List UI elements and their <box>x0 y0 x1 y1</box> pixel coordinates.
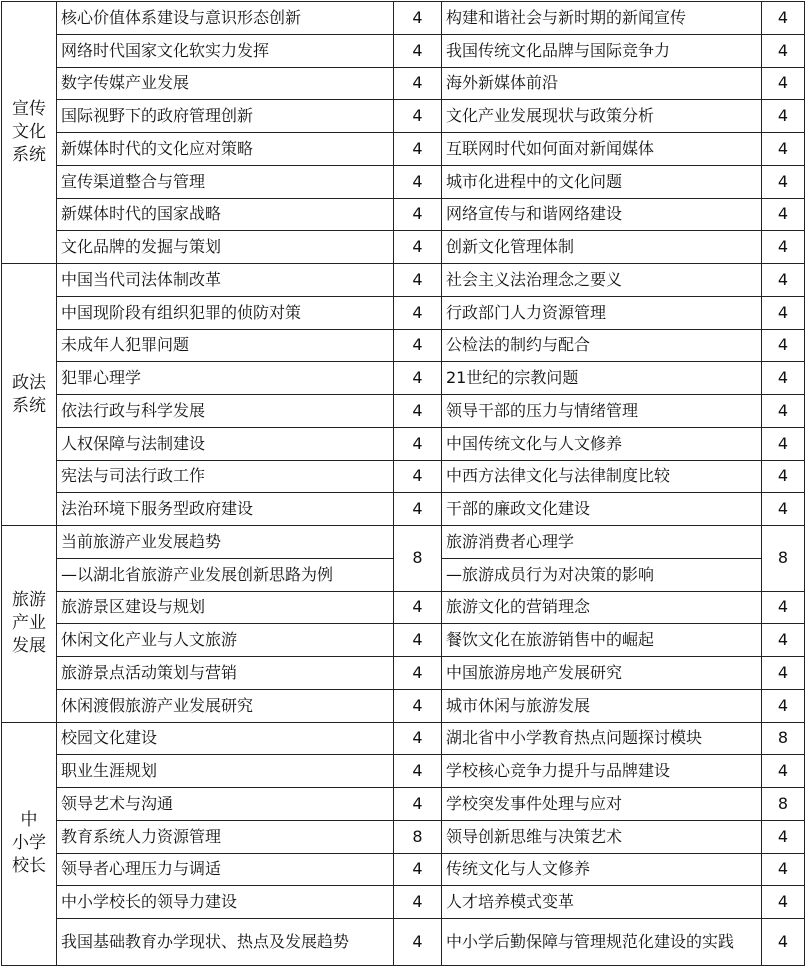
table-row <box>2 591 805 624</box>
course-title: 公检法的制约与配合 <box>442 329 762 362</box>
course-title: 中国传统文化与人文修养 <box>442 427 762 460</box>
course-hours: 4 <box>394 493 442 526</box>
course-hours: 4 <box>762 133 805 166</box>
table-row <box>2 2 805 35</box>
course-title: 中国旅游房地产发展研究 <box>442 657 762 690</box>
course-title: 行政部门人力资源管理 <box>442 296 762 329</box>
course-hours: 4 <box>394 689 442 722</box>
course-hours: 8 <box>762 788 805 821</box>
category-label-line: 系统 <box>12 395 46 416</box>
course-hours: 4 <box>762 919 805 966</box>
course-hours: 4 <box>394 296 442 329</box>
category-label-line: 旅游 <box>12 590 46 611</box>
course-hours: 4 <box>394 362 442 395</box>
course-title: 未成年人犯罪问题 <box>57 329 394 362</box>
course-hours: 8 <box>394 526 442 592</box>
category-label-line: 小学 <box>12 833 46 854</box>
table-row <box>2 722 805 755</box>
course-hours: 4 <box>762 460 805 493</box>
table-row <box>2 526 805 559</box>
course-hours: 4 <box>762 362 805 395</box>
course-hours: 4 <box>394 755 442 788</box>
table-row <box>2 689 805 722</box>
course-title: 构建和谐社会与新时期的新闻宣传 <box>442 2 762 35</box>
course-subtitle: —以湖北省旅游产业发展创新思路为例 <box>57 558 394 591</box>
course-hours: 4 <box>762 34 805 67</box>
category-label-line: 文化 <box>12 122 46 142</box>
course-hours: 4 <box>394 853 442 886</box>
course-title: 国际视野下的政府管理创新 <box>57 100 394 133</box>
course-title: 领导创新思维与决策艺术 <box>442 820 762 853</box>
table-row <box>2 362 805 395</box>
category-label-line: 政法 <box>12 372 46 393</box>
course-hours: 4 <box>394 591 442 624</box>
course-title: 职业生涯规划 <box>57 755 394 788</box>
course-title: 中小学后勤保障与管理规范化建设的实践 <box>442 919 762 966</box>
course-title: 人权保障与法制建设 <box>57 427 394 460</box>
table-row <box>2 788 805 821</box>
course-hours: 4 <box>762 886 805 919</box>
course-hours: 4 <box>762 755 805 788</box>
course-title: 数字传媒产业发展 <box>57 67 394 100</box>
course-title: 互联网时代如何面对新闻媒体 <box>442 133 762 166</box>
course-title: 当前旅游产业发展趋势 <box>57 526 394 559</box>
course-hours: 4 <box>394 886 442 919</box>
course-title: 中小学校长的领导力建设 <box>57 886 394 919</box>
course-hours: 8 <box>762 526 805 592</box>
course-title: 海外新媒体前沿 <box>442 67 762 100</box>
course-subtitle: —旅游成员行为对决策的影响 <box>442 558 762 591</box>
course-hours: 4 <box>394 657 442 690</box>
course-hours: 4 <box>762 689 805 722</box>
course-hours: 4 <box>394 165 442 198</box>
course-hours: 4 <box>762 395 805 428</box>
category-label-line: 发展 <box>12 636 46 657</box>
category-label-line: 产业 <box>12 613 46 634</box>
course-hours: 4 <box>394 133 442 166</box>
course-hours: 4 <box>394 624 442 657</box>
course-title: 旅游景点活动策划与营销 <box>57 657 394 690</box>
course-hours: 4 <box>762 296 805 329</box>
course-hours: 4 <box>762 2 805 35</box>
table-row <box>2 198 805 231</box>
course-hours: 4 <box>762 624 805 657</box>
course-title: 校园文化建设 <box>57 722 394 755</box>
category-label-line: 校长 <box>12 856 46 877</box>
course-title: 依法行政与科学发展 <box>57 395 394 428</box>
table-row <box>2 460 805 493</box>
course-title: 网络宣传与和谐网络建设 <box>442 198 762 231</box>
course-title: 宣传渠道整合与管理 <box>57 165 394 198</box>
course-hours: 4 <box>394 788 442 821</box>
course-title: 学校突发事件处理与应对 <box>442 788 762 821</box>
table-row <box>2 34 805 67</box>
table-row <box>2 329 805 362</box>
table-row <box>2 165 805 198</box>
course-title: 宪法与司法行政工作 <box>57 460 394 493</box>
course-title: 社会主义法治理念之要义 <box>442 264 762 297</box>
table-row <box>2 100 805 133</box>
course-title: 学校核心竞争力提升与品牌建设 <box>442 755 762 788</box>
course-title: 城市休闲与旅游发展 <box>442 689 762 722</box>
course-title: 休闲文化产业与人文旅游 <box>57 624 394 657</box>
course-title: 湖北省中小学教育热点问题探讨模块 <box>442 722 762 755</box>
table-row <box>2 296 805 329</box>
course-title: 中国现阶段有组织犯罪的侦防对策 <box>57 296 394 329</box>
course-title: 网络时代国家文化软实力发挥 <box>57 34 394 67</box>
course-hours: 4 <box>394 395 442 428</box>
course-hours: 4 <box>394 34 442 67</box>
course-hours: 4 <box>394 919 442 966</box>
course-hours: 4 <box>762 100 805 133</box>
course-hours: 4 <box>762 165 805 198</box>
course-title: 21世纪的宗教问题 <box>442 362 762 395</box>
course-title: 传统文化与人文修养 <box>442 853 762 886</box>
course-title: 领导艺术与沟通 <box>57 788 394 821</box>
category-label <box>2 264 57 526</box>
course-hours: 4 <box>394 427 442 460</box>
course-title: 文化品牌的发掘与策划 <box>57 231 394 264</box>
table-row <box>2 886 805 919</box>
course-table <box>1 1 805 966</box>
category-label-line: 宣传 <box>12 99 46 119</box>
course-hours: 4 <box>394 100 442 133</box>
course-hours: 4 <box>394 2 442 35</box>
category-label-line: 系统 <box>12 145 46 165</box>
course-title: 城市化进程中的文化问题 <box>442 165 762 198</box>
course-table-body <box>2 2 805 966</box>
course-hours: 4 <box>762 591 805 624</box>
table-row <box>2 427 805 460</box>
table-row <box>2 395 805 428</box>
course-title: 旅游景区建设与规划 <box>57 591 394 624</box>
course-title: 旅游文化的营销理念 <box>442 591 762 624</box>
table-row <box>2 657 805 690</box>
course-hours: 4 <box>762 657 805 690</box>
course-title: 法治环境下服务型政府建设 <box>57 493 394 526</box>
course-hours: 4 <box>762 67 805 100</box>
course-hours: 4 <box>762 493 805 526</box>
course-hours: 4 <box>394 329 442 362</box>
table-row <box>2 820 805 853</box>
table-row <box>2 264 805 297</box>
course-title: 我国传统文化品牌与国际竞争力 <box>442 34 762 67</box>
course-title: 干部的廉政文化建设 <box>442 493 762 526</box>
course-hours: 4 <box>394 722 442 755</box>
course-title: 犯罪心理学 <box>57 362 394 395</box>
table-row <box>2 493 805 526</box>
course-hours: 4 <box>394 264 442 297</box>
course-title: 餐饮文化在旅游销售中的崛起 <box>442 624 762 657</box>
course-hours: 4 <box>762 198 805 231</box>
course-hours: 4 <box>394 67 442 100</box>
course-hours: 4 <box>762 264 805 297</box>
course-title: 新媒体时代的国家战略 <box>57 198 394 231</box>
course-title: 领导干部的压力与情绪管理 <box>442 395 762 428</box>
category-label-line: 中 <box>20 810 38 831</box>
course-title: 中西方法律文化与法律制度比较 <box>442 460 762 493</box>
table-row <box>2 133 805 166</box>
course-title: 创新文化管理体制 <box>442 231 762 264</box>
course-title: 教育系统人力资源管理 <box>57 820 394 853</box>
course-title: 我国基础教育办学现状、热点及发展趋势 <box>57 919 394 966</box>
table-row <box>2 231 805 264</box>
course-hours: 4 <box>394 198 442 231</box>
table-row <box>2 67 805 100</box>
table-row <box>2 853 805 886</box>
course-title: 核心价值体系建设与意识形态创新 <box>57 2 394 35</box>
category-label <box>2 722 57 966</box>
course-hours: 4 <box>762 427 805 460</box>
course-hours: 4 <box>394 460 442 493</box>
course-title: 休闲渡假旅游产业发展研究 <box>57 689 394 722</box>
course-hours: 4 <box>394 231 442 264</box>
course-hours: 4 <box>762 820 805 853</box>
course-title: 旅游消费者心理学 <box>442 526 762 559</box>
table-row <box>2 755 805 788</box>
course-title: 人才培养模式变革 <box>442 886 762 919</box>
course-hours: 8 <box>762 722 805 755</box>
category-label <box>2 2 57 264</box>
course-hours: 4 <box>762 329 805 362</box>
course-title: 新媒体时代的文化应对策略 <box>57 133 394 166</box>
course-hours: 8 <box>394 820 442 853</box>
table-row <box>2 919 805 966</box>
course-title: 文化产业发展现状与政策分析 <box>442 100 762 133</box>
course-title: 领导者心理压力与调适 <box>57 853 394 886</box>
table-row <box>2 624 805 657</box>
category-label <box>2 526 57 723</box>
course-hours: 4 <box>762 231 805 264</box>
course-title: 中国当代司法体制改革 <box>57 264 394 297</box>
course-hours: 4 <box>762 853 805 886</box>
